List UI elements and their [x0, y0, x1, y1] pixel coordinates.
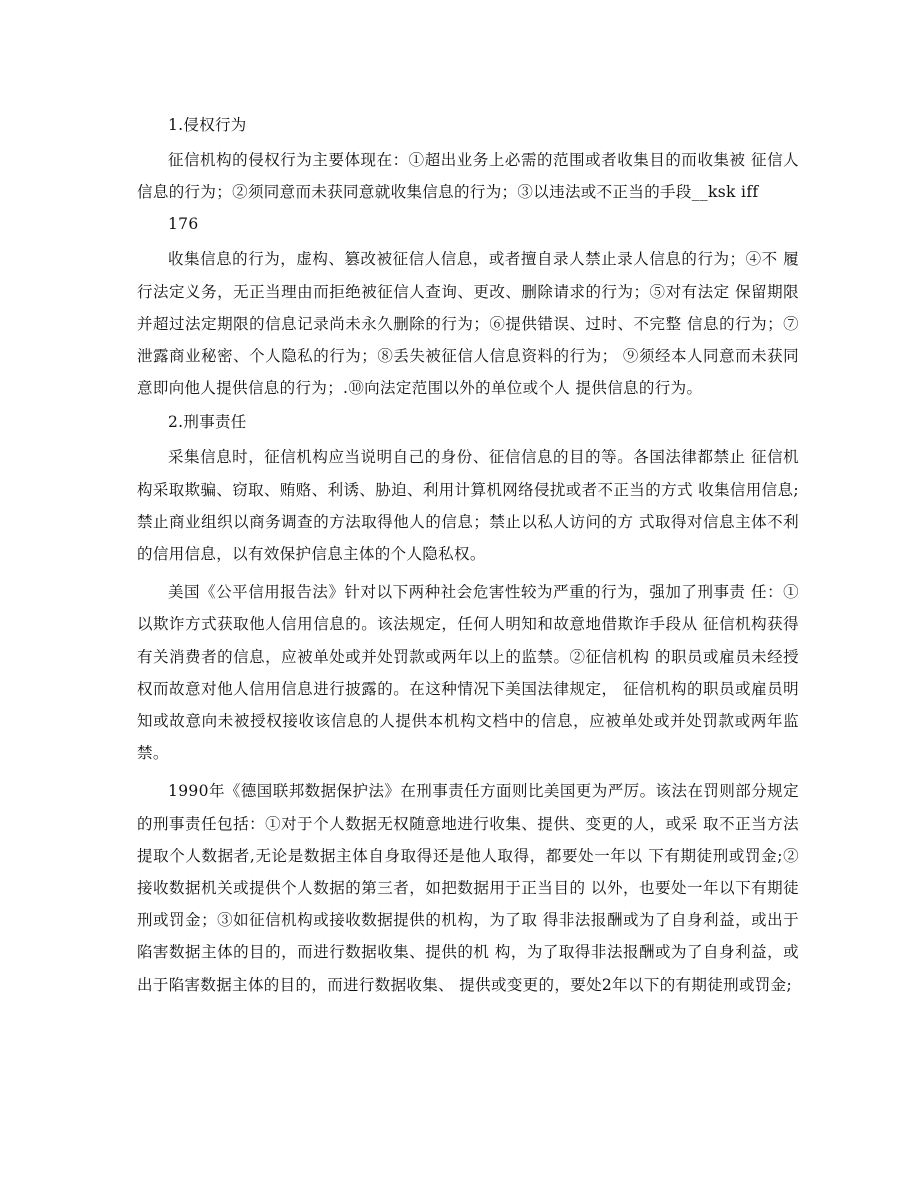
section-heading-infringement: 1.侵权行为 [168, 116, 247, 134]
paragraph-infringement-list: 收集信息的行为，虚构、篡改被征信人信息，或者擅自录人禁止录人信息的行为；④不 履行法定义务，无正当理由而拒绝被征信人查询、更改、删除请求的行为；⑤对有法定 保留期限并超过法定期限的信息记录尚未永久删除的行为；⑥提供错误、过时、不完整 信息的行为；⑦泄露商业秘密、个人隐私的行为；⑧丢失被征信人信息资料的行为； ⑨须经本人同意而未获同意即向他人提供信息的行为；.⑩向法定范围以外的单位或个人 提供信息的行为。 [137, 250, 799, 398]
page-number: 176 [168, 215, 199, 234]
section-heading-criminal-liability: 2.刑事责任 [168, 413, 247, 432]
paragraph-collection-rules: 采集信息时，征信机构应当说明自己的身份、征信信息的目的等。各国法律都禁止 征信机构采取欺骗、窃取、贿赂、利诱、胁迫、利用计算机网络侵扰或者不正当的方式 收集信用信息;禁止商业组织以商务调查的方法取得他人的信息；禁止以私人访问的方 式取得对信息主体不利的信用信息，以有效保护信息主体的个人隐私权。 [137, 448, 799, 564]
document-body [137, 113, 799, 1007]
paragraph-german-bdsg: 1990年《德国联邦数据保护法》在刑事责任方面则比美国更为严厉。该法在罚则部分规定的刑事责任包括：①对于个人数据无权随意地进行收集、提供、变更的人，或采 取不正当方法提取个人数据者,无论是数据主体自身取得还是他人取得，都要处一年以 下有期徒刑或罚金;②接收数据机关或提供个人数据的第三者，如把数据用于正当目的 以外，也要处一年以下有期徒刑或罚金；③如征信机构或接收数据提供的机构，为了取 得非法报酬或为了自身利益，或出于陷害数据主体的目的，而进行数据收集、提供的机 构，为了取得非法报酬或为了自身利益，或出于陷害数据主体的目的，而进行数据收集、 提供或变更的，要处2年以下的有期徒刑或罚金; [137, 782, 799, 994]
paragraph-us-fcra: 美国《公平信用报告法》针对以下两种社会危害性较为严重的行为，强加了刑事责 任：①以欺诈方式获取他人信用信息的。该法规定，任何人明知和故意地借欺诈手段从 征信机构获得有关消费者的信息，应被单处或并处罚款或两年以上的监禁。②征信机构 的职员或雇员未经授权而故意对他人信用信息进行披露的。在这种情况下美国法律规定， 征信机构的职员或雇员明知或故意向未被授权接收该信息的人提供本机构文档中的信息，应被单处或并处罚款或两年监禁。 [137, 583, 799, 763]
paragraph-infringement-intro: 征信机构的侵权行为主要体现在：①超出业务上必需的范围或者收集目的而收集被 征信人信息的行为；②须同意而未获同意就收集信息的行为；③以违法或不正当的手段__ksk iff [137, 151, 799, 202]
